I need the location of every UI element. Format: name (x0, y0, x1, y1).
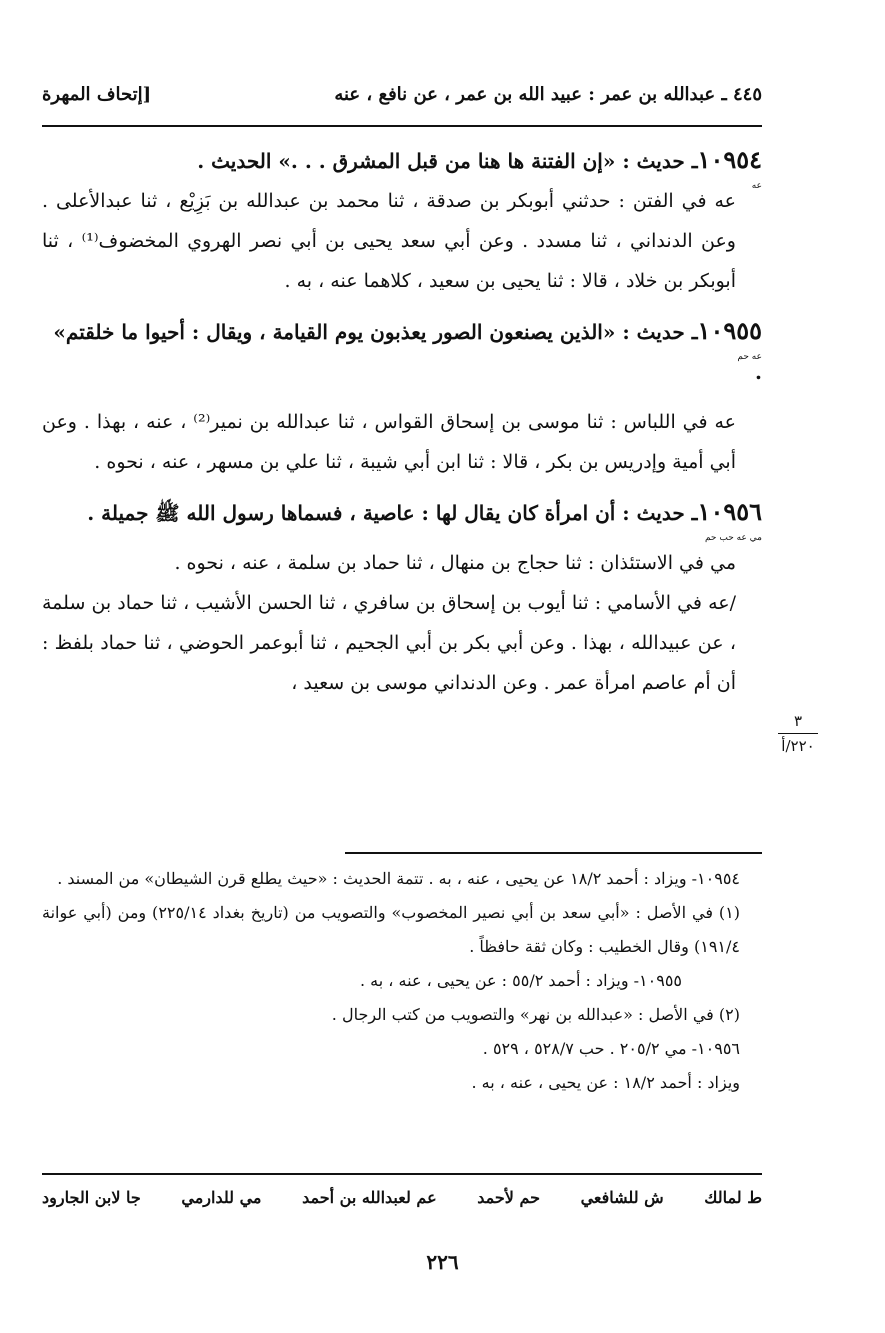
page-number: ٢٢٦ (426, 1250, 459, 1274)
hadith-isnad: /عه في الأسامي : ثنا أيوب بن إسحاق بن سافري ، ثنا الحسن الأشيب ، ثنا حماد بن سلمة ، عن عبيدالله ، بهذا . وعن أبي بكر بن أبي الجحيم ، ثنا أبوعمر الحوضي ، ثنا حماد بلفظ : أن أم عاصم امرأة عمر . وعن الدنداني موسى بن سعيد ، (42, 592, 736, 694)
footnote: ويزاد : أحمد ١٨/٢ : عن يحيى ، عنه ، به . (471, 1073, 740, 1092)
header-rule (42, 125, 762, 127)
abbreviation-item: مي للدارمي (181, 1188, 262, 1207)
abbreviation-key (42, 1188, 762, 1218)
hadith-heading: ـ حديث : «إن الفتنة ها هنا من قبل المشرق . . .» الحديث . (197, 149, 698, 173)
margin-note-top: ٣ (793, 712, 803, 730)
abbreviation-item: عم لعبدالله بن أحمد (302, 1188, 437, 1207)
hadith-number: ١٠٩٥٤ (697, 145, 762, 174)
footnotes (42, 862, 762, 1100)
hadith-sigla: عه حم (737, 352, 762, 362)
running-header (42, 84, 762, 116)
hadith-isnad: عه في الفتن : حدثني أبوبكر بن صدقة ، ثنا محمد بن عبدالله بن بَزِيْع ، ثنا عبدالأعلى . وعن الدنداني ، ثنا مسدد . وعن أبي سعد يحيى بن أبي نصر الهروي المخضوف⁽¹⁾ ، ثنا أبوبكر بن خلاد ، قالا : ثنا يحيى بن سعيد ، كلاهما عنه ، به . (42, 190, 736, 292)
hadith-number: ١٠٩٥٥ (697, 316, 762, 345)
hadith-sigla: مي عه حب حم (704, 533, 762, 543)
footnote: (١) في الأصل : «أبي سعد بن أبي نصير المخصوب» والتصويب من (تاريخ بغداد ٢٢٥/١٤) ومن (أبي عوانة ١٩١/٤) وقال الخطيب : وكان ثقة حافظاً . (42, 903, 741, 956)
hadith-entry-10954-heading (42, 140, 762, 191)
footnote: (٢) في الأصل : «عبدالله بن نهر» والتصويب من كتب الرجال . (331, 1005, 740, 1024)
hadith-heading: ـ حديث : «الذين يصنعون الصور يعذبون يوم القيامة ، ويقال : أحيوا ما خلقتم» . (53, 320, 762, 384)
abbreviation-rule (42, 1173, 762, 1175)
hadith-number: ١٠٩٥٦ (697, 497, 762, 526)
header-title: ٤٤٥ ـ عبدالله بن عمر : عبيد الله بن عمر ، عن نافع ، عنه (334, 84, 762, 105)
hadith-entry-10955-heading (42, 311, 762, 392)
main-text (42, 140, 762, 703)
footnote: ١٠٩٥٥- ويزاد : أحمد ٥٥/٢ : عن يحيى ، عنه ، به . (360, 971, 682, 990)
hadith-isnad: مي في الاستئذان : ثنا حجاج بن منهال ، ثنا حماد بن سلمة ، عنه ، نحوه . (174, 552, 736, 574)
header-book-title: [إتحاف المهرة (42, 84, 152, 105)
margin-note-rule (778, 733, 818, 734)
manuscript-folio-note (768, 712, 828, 755)
hadith-isnad: عه في اللباس : ثنا موسى بن إسحاق القواس ، ثنا عبدالله بن نمير⁽²⁾ ، عنه ، بهذا . وعن أبي أمية وإدريس بن بكر ، قالا : ثنا ابن أبي شيبة ، ثنا علي بن مسهر ، عنه ، نحوه . (42, 411, 736, 473)
abbreviation-item: حم لأحمد (477, 1188, 540, 1207)
margin-note-bottom: ٢٢٠/أ (781, 737, 815, 755)
footnote: ١٠٩٥٤- ويزاد : أحمد ١٨/٢ عن يحيى ، عنه ، به . تتمة الحديث : «حيث يطلع قرن الشيطان» من المسند . (57, 869, 740, 888)
hadith-sigla: عه (751, 181, 762, 191)
abbreviation-item: ش للشافعي (580, 1188, 664, 1207)
hadith-entry-10956-heading (42, 492, 762, 543)
footnote-rule (345, 852, 762, 854)
abbreviation-item: جا لابن الجارود (42, 1188, 141, 1207)
footnote: ١٠٩٥٦- مي ٢٠٥/٢ . حب ٥٢٨/٧ ، ٥٢٩ . (482, 1039, 740, 1058)
hadith-heading: ـ حديث : أن امرأة كان يقال لها : عاصية ، فسماها رسول الله ﷺ جميلة . (87, 501, 698, 525)
abbreviation-item: ط لمالك (704, 1188, 762, 1207)
